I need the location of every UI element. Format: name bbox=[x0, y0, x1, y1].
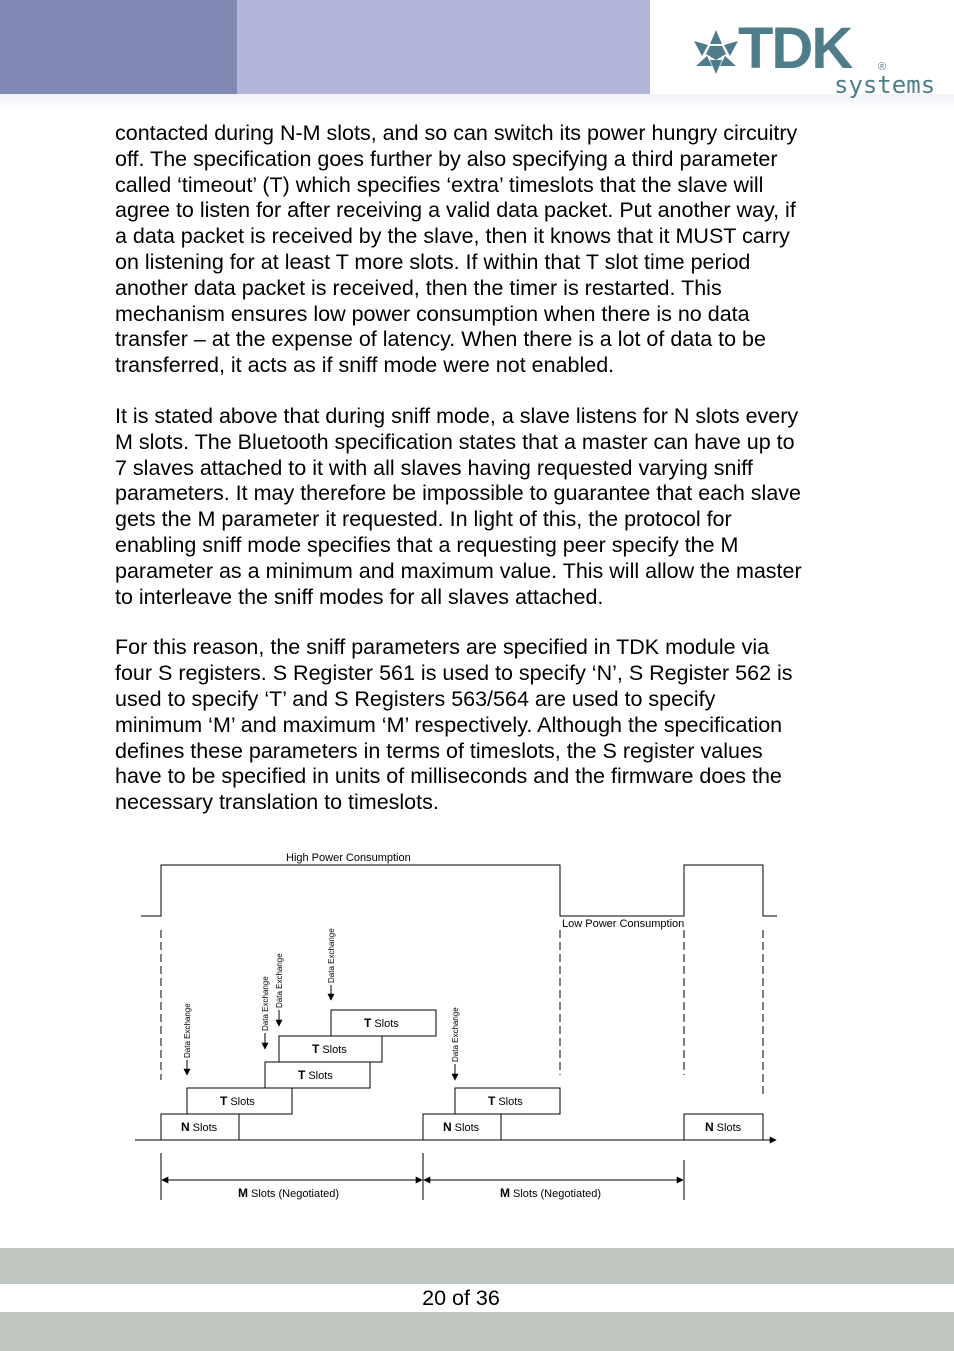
low-power-label: Low Power Consumption bbox=[562, 918, 685, 930]
power-waveform bbox=[141, 865, 777, 916]
high-power-label: High Power Consumption bbox=[286, 852, 411, 864]
paragraph: It is stated above that during sniff mode, a slave listens for N slots every M slots. The Bluetooth specification states that a master can have up to 7 slaves attached to it with all slaves having requested varying sniff parameters. It may therefore be impossible to guarantee that each slave gets the M parameter it requested. In light of this, the protocol for enabling sniff mode specifies that a requesting peer specify the M parameter as a minimum and maximum value. This will allow the master to interleave the sniff modes for all slaves attached. bbox=[115, 403, 802, 609]
svg-text:TSlots: T Slots bbox=[488, 1094, 523, 1108]
sniff-mode-timing-diagram bbox=[130, 845, 790, 1210]
header-accent-block-light bbox=[237, 0, 650, 94]
page-number: 20 of 36 bbox=[422, 1286, 500, 1310]
svg-text:NSlots: N Slots bbox=[705, 1120, 742, 1134]
data-exchange-marker bbox=[183, 1003, 192, 1075]
svg-text:Data Exchange: Data Exchange bbox=[451, 1007, 460, 1062]
body-text bbox=[115, 121, 850, 841]
header-accent-block bbox=[0, 0, 237, 94]
t-slot-box bbox=[187, 1088, 292, 1114]
n-slot-box bbox=[684, 1114, 763, 1140]
svg-text:NSlots: N Slots bbox=[181, 1120, 218, 1134]
dashed-guides bbox=[161, 930, 763, 1095]
brand-subtitle: systems bbox=[834, 71, 936, 99]
brand-name: TDK bbox=[738, 16, 852, 81]
t-slot-box bbox=[279, 1036, 382, 1062]
paragraph: For this reason, the sniff parameters are specified in TDK module via four S registers. S Register 561 is used to specify ‘N’, S Register 562 is used to specify ‘T’ and S Registers 563/564 are used to specify minimum ‘M’ and maximum ‘M’ respectively. Although the specification defines these parameters in terms of timeslots, the S register values have to be specified in units of milliseconds and the firmware does the necessary translation to timeslots. bbox=[115, 635, 793, 815]
svg-text:Data Exchange: Data Exchange bbox=[261, 976, 270, 1031]
n-slot-box bbox=[423, 1114, 501, 1140]
svg-text:NSlots: N Slots bbox=[443, 1120, 480, 1134]
data-exchange-marker bbox=[261, 976, 270, 1049]
tdk-star-icon bbox=[692, 28, 740, 76]
t-slot-box bbox=[265, 1062, 370, 1088]
svg-text:TSlots: T Slots bbox=[220, 1094, 255, 1108]
data-exchange-marker bbox=[451, 1007, 460, 1080]
svg-text:TSlots: T Slots bbox=[298, 1068, 333, 1082]
tdk-logo bbox=[692, 16, 942, 102]
svg-text:Data Exchange: Data Exchange bbox=[183, 1003, 192, 1058]
data-exchange-marker bbox=[327, 928, 336, 1000]
data-exchange-marker bbox=[275, 953, 284, 1026]
n-slot-box bbox=[161, 1114, 239, 1140]
paragraph: contacted during N-M slots, and so can switch its power hungry circuitry off. The specification goes further by also specifying a third parameter called ‘timeout’ (T) which specifies ‘extra’ timeslots that the slave will agree to listen for after receiving a valid data packet. Put another way, if a data packet is received by the slave, then it knows that it MUST carry on listening for at least T more slots. If within that T slot time period another data packet is received, then the timer is restarted. This mechanism ensures low power consumption when there is no data transfer – at the expense of latency. When there is a lot of data to be transferred, it acts as if sniff mode were not enabled. bbox=[115, 121, 798, 378]
footer-band bbox=[0, 1312, 954, 1351]
registered-mark: ® bbox=[878, 61, 887, 73]
m-slot-label: M Slots (Negotiated) bbox=[238, 1186, 340, 1200]
svg-text:Data Exchange: Data Exchange bbox=[327, 928, 336, 983]
svg-text:TSlots: T Slots bbox=[312, 1042, 347, 1056]
t-slot-box bbox=[331, 1010, 436, 1036]
svg-text:Data Exchange: Data Exchange bbox=[275, 953, 284, 1008]
footer-band bbox=[0, 1248, 954, 1284]
t-slot-box bbox=[455, 1088, 560, 1114]
svg-text:TSlots: T Slots bbox=[364, 1016, 399, 1030]
m-slot-label: M Slots (Negotiated) bbox=[500, 1186, 602, 1200]
